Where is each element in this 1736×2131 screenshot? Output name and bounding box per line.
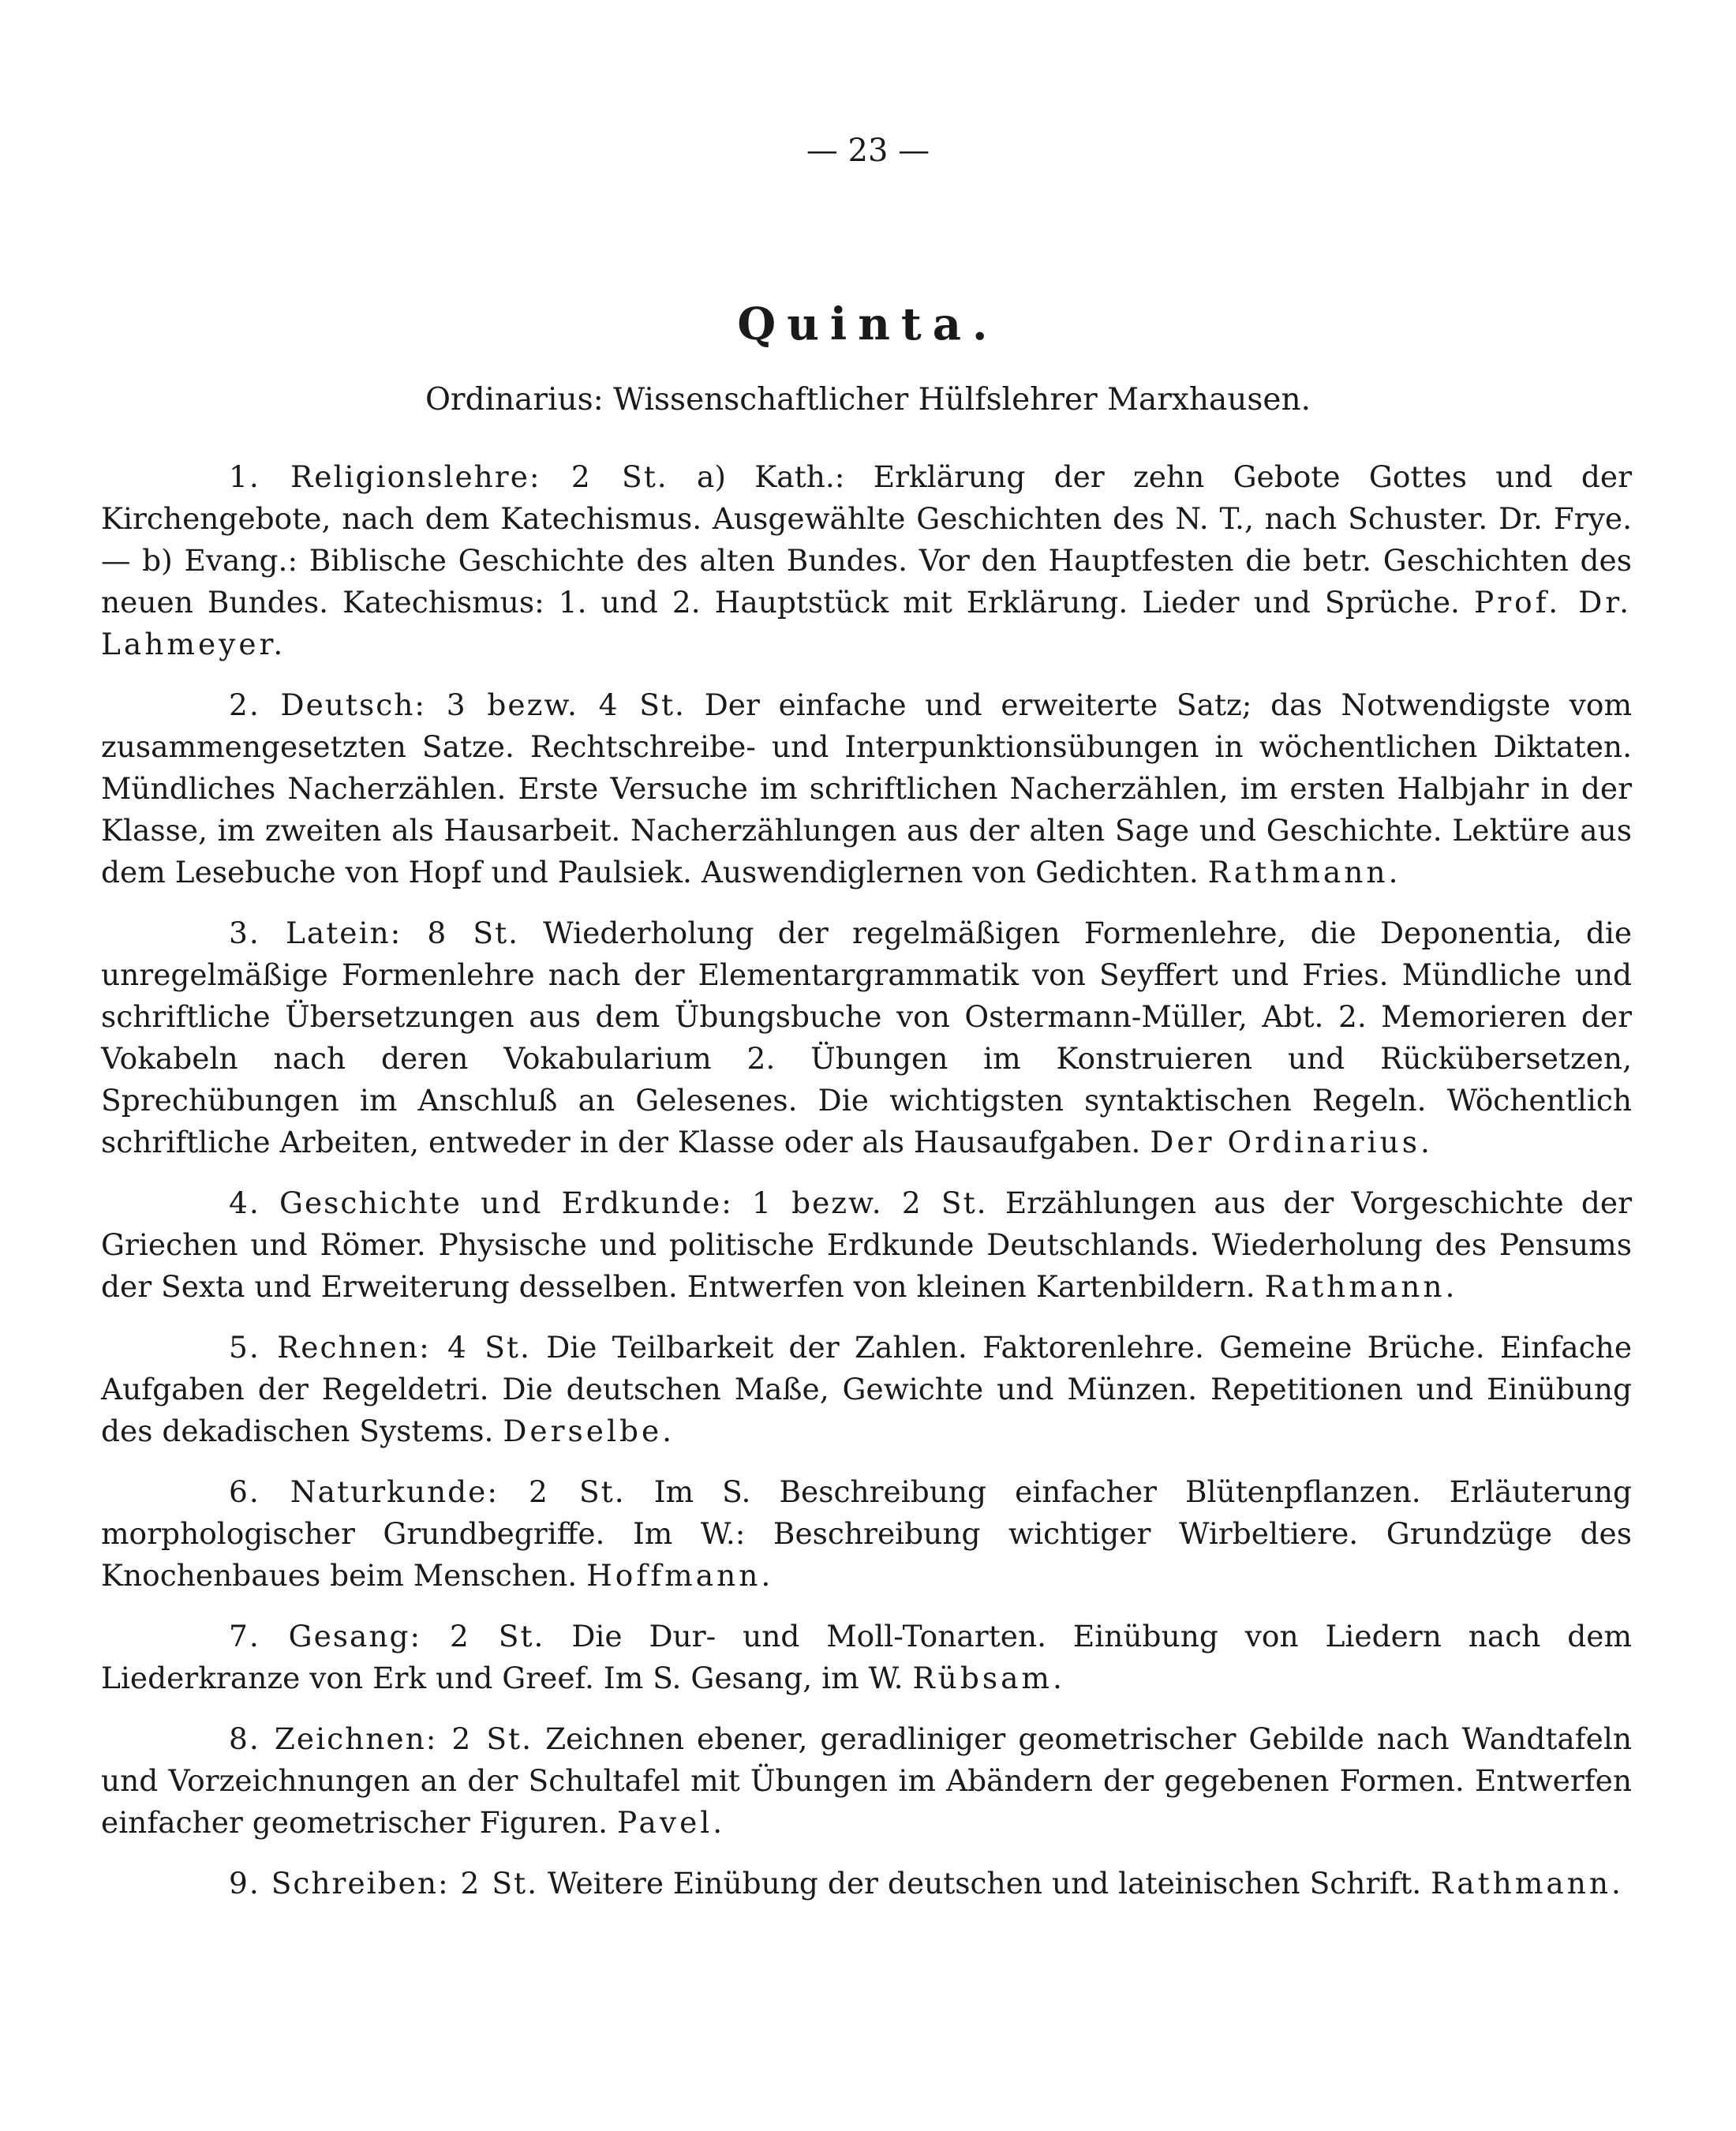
curriculum-item-zeichnen [101, 1718, 1632, 1844]
page-number: — 23 — [806, 133, 930, 169]
section-title: Quinta. [737, 298, 999, 350]
item-text: Zeichnen ebener, geradliniger geometrischer Gebilde nach Wandtafeln und Vorzeichnungen an der Schultafel mit Übungen im Abändern der gegebenen Formen. Entwerfen einfacher geometrischer Figuren. [101, 1721, 1632, 1840]
curriculum-item-naturkunde [101, 1471, 1632, 1597]
item-heading: 4. Geschichte und Erdkunde: 1 bezw. 2 St. [229, 1185, 988, 1220]
curriculum-item-geschichte [101, 1182, 1632, 1308]
curriculum-list [101, 456, 1632, 1923]
item-text: Der einfache und erweiterte Satz; das Notwendigste vom zusammengesetzten Satze. Rechtschreibe- und Interpunktionsübungen in wöchentlichen Diktaten. Mündliches Nacherzählen. Erste Versuche im schriftlichen Nacherzählen, im ersten Halbjahr in der Klasse, im zweiten als Hausarbeit. Nacherzählungen aus der alten Sage und Geschichte. Lektüre aus dem Lesebuche von Hopf und Paulsiek. Auswendiglernen von Gedichten. [101, 687, 1633, 889]
item-text: Die Dur- und Moll-Tonarten. Einübung von Liedern nach dem Liederkranze von Erk und Greef. Im S. Gesang, im W. [101, 1619, 1633, 1695]
item-teacher: Der Ordinarius. [1150, 1125, 1433, 1159]
item-text: Im S. Beschreibung einfacher Blütenpflanzen. Erläuterung morphologischer Grundbegriffe. Im W.: Beschreibung wichtiger Wirbeltiere. Grundzüge des Knochenbaues beim Menschen. [101, 1474, 1632, 1593]
item-text: Die Teilbarkeit der Zahlen. Faktorenlehre. Gemeine Brüche. Einfache Aufgaben der Regeldetri. Die deutschen Maße, Gewichte und Münzen. Repetitionen und Einübung des dekadischen Systems. [101, 1330, 1633, 1448]
curriculum-item-schreiben [101, 1863, 1632, 1904]
item-heading: 7. Gesang: 2 St. [229, 1619, 545, 1653]
item-teacher: Rathmann. [1207, 855, 1401, 889]
item-text: Wiederholung der regelmäßigen Formenlehre, die Deponentia, die unregelmäßige Formenlehre nach der Elementargrammatik von Seyffert und Fries. Mündliche und schriftliche Übersetzungen aus dem Übungsbuche von Ostermann-Müller, Abt. 2. Memorieren der Vokabeln nach deren Vokabularium 2. Übungen im Konstruieren und Rückübersetzen, Sprechübungen im Anschluß an Gelesenes. Die wichtigsten syntaktischen Regeln. Wöchentlich schriftliche Arbeiten, entweder in der Klasse oder als Hausaufgaben. [101, 916, 1633, 1159]
item-heading: 3. Latein: 8 St. [229, 916, 520, 950]
item-heading: 8. Zeichnen: 2 St. [229, 1721, 533, 1756]
item-teacher: Prof. Dr. Lahmeyer. [101, 585, 1632, 661]
item-heading: 5. Rechnen: 4 St. [229, 1330, 531, 1365]
item-heading: 6. Naturkunde: 2 St. [229, 1474, 626, 1509]
item-teacher: Derselbe. [503, 1414, 675, 1448]
item-teacher: Pavel. [617, 1805, 726, 1840]
item-text: Erzählungen aus der Vorgeschichte der Griechen und Römer. Physische und politische Erdkunde Deutschlands. Wiederholung des Pensums der Sexta und Erweiterung desselben. Entwerfen von kleinen Kartenbildern. [101, 1185, 1633, 1304]
item-teacher: Rathmann. [1431, 1866, 1624, 1901]
curriculum-item-rechnen [101, 1327, 1632, 1452]
item-heading: 9. Schreiben: 2 St. [229, 1866, 539, 1901]
curriculum-item-religion [101, 456, 1632, 665]
curriculum-item-gesang [101, 1616, 1632, 1699]
item-text: Weitere Einübung der deutschen und lateinischen Schrift. [547, 1866, 1422, 1901]
curriculum-item-latein [101, 912, 1632, 1163]
item-teacher: Hoffmann. [586, 1558, 774, 1593]
item-teacher: Rathmann. [1264, 1269, 1458, 1304]
ordinarius-line: Ordinarius: Wissenschaftlicher Hülfslehrer Marxhausen. [425, 382, 1311, 418]
item-heading: 2. Deutsch: 3 bezw. 4 St. [229, 687, 686, 722]
item-teacher: Rübsam. [912, 1661, 1065, 1695]
item-heading: 1. Religionslehre: 2 St. [229, 459, 668, 494]
curriculum-item-deutsch [101, 684, 1632, 893]
item-text: a) Kath.: Erklärung der zehn Gebote Gottes und der Kirchengebote, nach dem Katechismus. Ausgewählte Geschichten des N. T., nach Schuster. Dr. Frye. — b) Evang.: Biblische Geschichte des alten Bundes. Vor den Hauptfesten die betr. Geschichten des neuen Bundes. Katechismus: 1. und 2. Hauptstück mit Erklärung. Lieder und Sprüche. [101, 459, 1632, 620]
